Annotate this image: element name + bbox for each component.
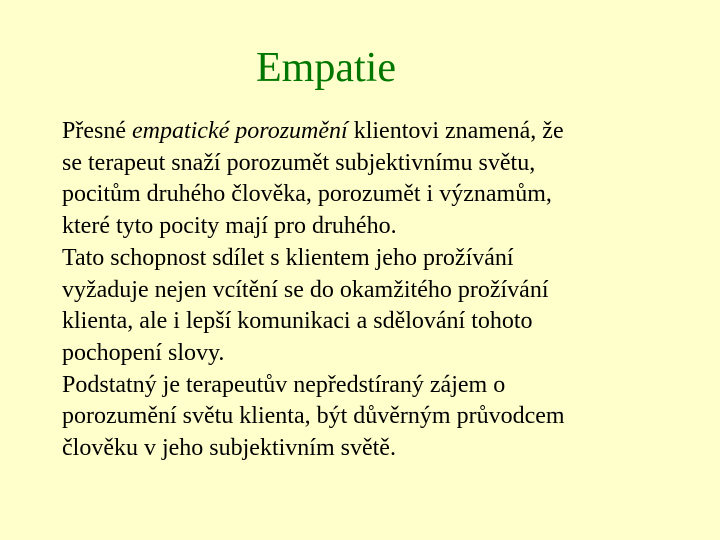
- paragraph-empathic-understanding: [62, 116, 662, 243]
- text-line: pochopení slovy.: [62, 339, 225, 366]
- text-run: Přesné: [62, 118, 132, 144]
- text-line: které tyto pocity mají pro druhého.: [62, 213, 397, 240]
- text-line: Podstatný je terapeutův nepředstíraný zájem o: [62, 371, 506, 398]
- paragraph-therapist-interest: [62, 370, 662, 465]
- text-run: klientovi znamená, že: [347, 118, 564, 144]
- paragraph-sharing-ability: [62, 243, 662, 370]
- text-line: se terapeut snaží porozumět subjektivnímu světu,: [62, 149, 536, 176]
- text-line: Tato schopnost sdílet s klientem jeho prožívání: [62, 244, 514, 271]
- text-line: vyžaduje nejen vcítění se do okamžitého prožívání: [62, 276, 549, 303]
- text-line: pocitům druhého člověka, porozumět i významům,: [62, 181, 552, 208]
- text-line: člověku v jeho subjektivním světě.: [62, 435, 396, 462]
- text-line: klienta, ale i lepší komunikaci a sdělování tohoto: [62, 308, 533, 335]
- emphasized-term: empatické porozumění: [131, 118, 348, 144]
- slide-title: Empatie: [256, 45, 396, 91]
- text-line: [62, 116, 662, 148]
- text-line: porozumění světu klienta, být důvěrným průvodcem: [62, 403, 565, 430]
- slide-body: [62, 116, 662, 465]
